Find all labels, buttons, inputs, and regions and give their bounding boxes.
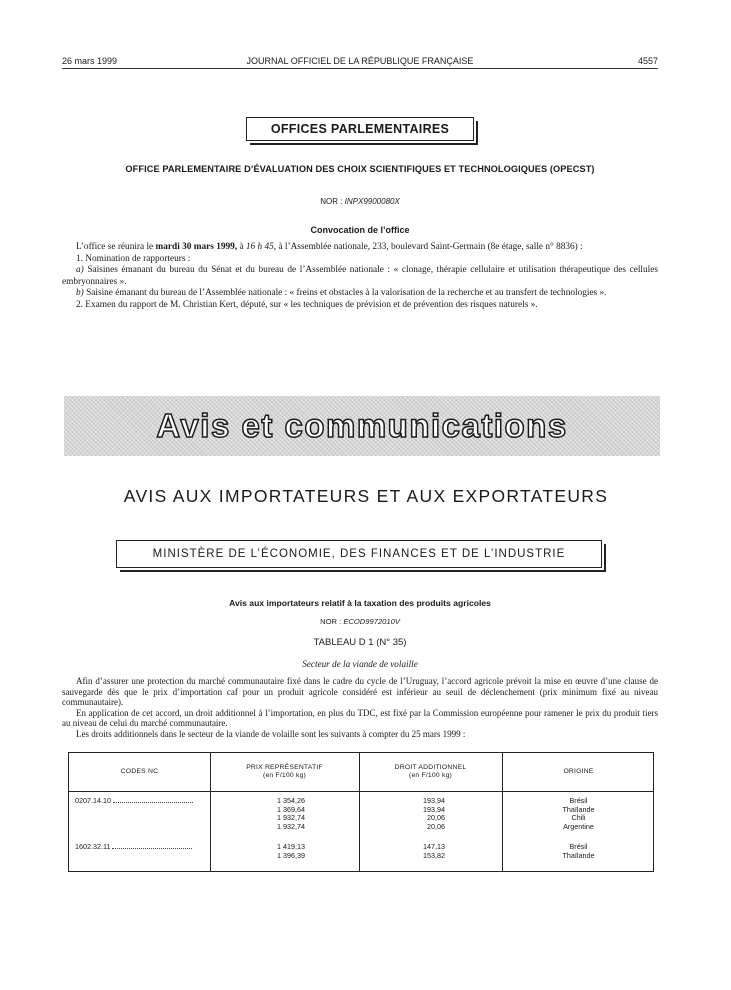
droit-column: 147,13 153,82: [423, 842, 445, 860]
agenda-item-2: 2. Examen du rapport de M. Christian Kert, député, sur « les techniques de prévision et de prévention des risques naturels ».: [76, 299, 538, 310]
page-number: 4557: [637, 56, 658, 66]
prix-column: 1 354,26 1 369,64 1 932,74 1 932,74: [277, 796, 305, 831]
nor-reference: [62, 197, 658, 206]
duties-table: [68, 752, 654, 872]
nor-code: INPX9900080X: [344, 197, 400, 206]
tableau-heading: TABLEAU D 1 (N° 35): [313, 637, 407, 648]
header-rule: [62, 68, 658, 69]
section-box-offices: OFFICES PARLEMENTAIRES: [246, 117, 474, 141]
origine-column: Brésil Thaïlande: [562, 842, 595, 860]
paragraph: Les droits additionnels dans le secteur de la viande de volaille sont les suivants à compter du 25 mars 1999 :: [76, 728, 466, 739]
convocation-heading: Convocation de l’office: [310, 225, 410, 235]
paragraph: En application de cet accord, un droit additionnel à l’importation, en plus du TDC, est fixé par la Commission européenne pour ramener le prix du produit tiers au niveau de celui du marché communautaire.: [62, 707, 658, 729]
avis-title: AVIS AUX IMPORTATEURS ET AUX EXPORTATEURS: [123, 486, 609, 506]
table-row-code: 0207.14.10: [75, 797, 193, 806]
agenda-item-1: 1. Nomination de rapporteurs :: [76, 253, 191, 264]
nor-label: NOR :: [320, 617, 342, 626]
nor-reference-2: [62, 617, 658, 626]
convocation-body: [62, 242, 658, 312]
header-origine: ORIGINE: [563, 768, 594, 775]
header-codes: CODES NC: [120, 768, 159, 775]
origine-column: Brésil Thaïlande Chili Argentine: [562, 796, 595, 831]
journal-title: JOURNAL OFFICIEL DE LA RÉPUBLIQUE FRANÇAISE: [246, 56, 474, 66]
avis-body: [62, 676, 658, 740]
nor-code: ECOD9972010V: [343, 617, 400, 626]
issue-date: 26 mars 1999: [62, 56, 118, 66]
intro-paragraph: L’office se réunira le mardi 30 mars 1999, à 16 h 45, à l’Assemblée nationale, 233, boulevard Saint-Germain (8e étage, salle n° 8836) :: [76, 242, 583, 252]
header-droit: DROIT ADDITIONNEL (en F/100 kg): [394, 764, 467, 779]
agenda-item-b: b) Saisine émanant du bureau de l’Assemblée nationale : « freins et obstacles à la valorisation de la recherche et au transfert de technologies ».: [76, 288, 607, 299]
ministry-box: MINISTÈRE DE L’ÉCONOMIE, DES FINANCES ET DE L’INDUSTRIE: [116, 540, 602, 568]
avis-subtitle: Avis aux importateurs relatif à la taxation des produits agricoles: [229, 598, 491, 608]
table-row-code: 1602.32.11: [75, 843, 192, 852]
prix-column: 1 419,13 1 396,39: [277, 842, 305, 860]
droit-column: 193,94 193,94 20,06 20,06: [423, 796, 445, 831]
banner-title: Avis et communications: [156, 407, 568, 444]
nor-label: NOR :: [320, 197, 343, 206]
meeting-date: mardi 30 mars 1999,: [155, 242, 238, 252]
sector-heading: Secteur de la viande de volaille: [302, 659, 418, 669]
office-title: OFFICE PARLEMENTAIRE D’ÉVALUATION DES CHOIX SCIENTIFIQUES ET TECHNOLOGIQUES (OPECST): [125, 164, 595, 174]
paragraph: Afin d’assurer une protection du marché communautaire fixé dans le cadre du cycle de l’Uruguay, l’accord agricole prévoit la mise en œuvre d’une clause de sauvegarde dès que le prix d’importation caf pour un produit agricole considéré est inférieur au seuil de déclenchement (prix minimum fixé au niveau communautaire).: [62, 676, 658, 708]
header-prix: PRIX REPRÉSENTATIF (en F/100 kg): [246, 764, 323, 779]
meeting-time: 16 h 45,: [245, 242, 277, 252]
agenda-item-a: a) Saisines émanant du bureau du Sénat et du bureau de l’Assemblée nationale : « clonage, thérapie cellulaire et utilisation thérapeutique des cellules embryonnaires ».: [62, 265, 658, 287]
